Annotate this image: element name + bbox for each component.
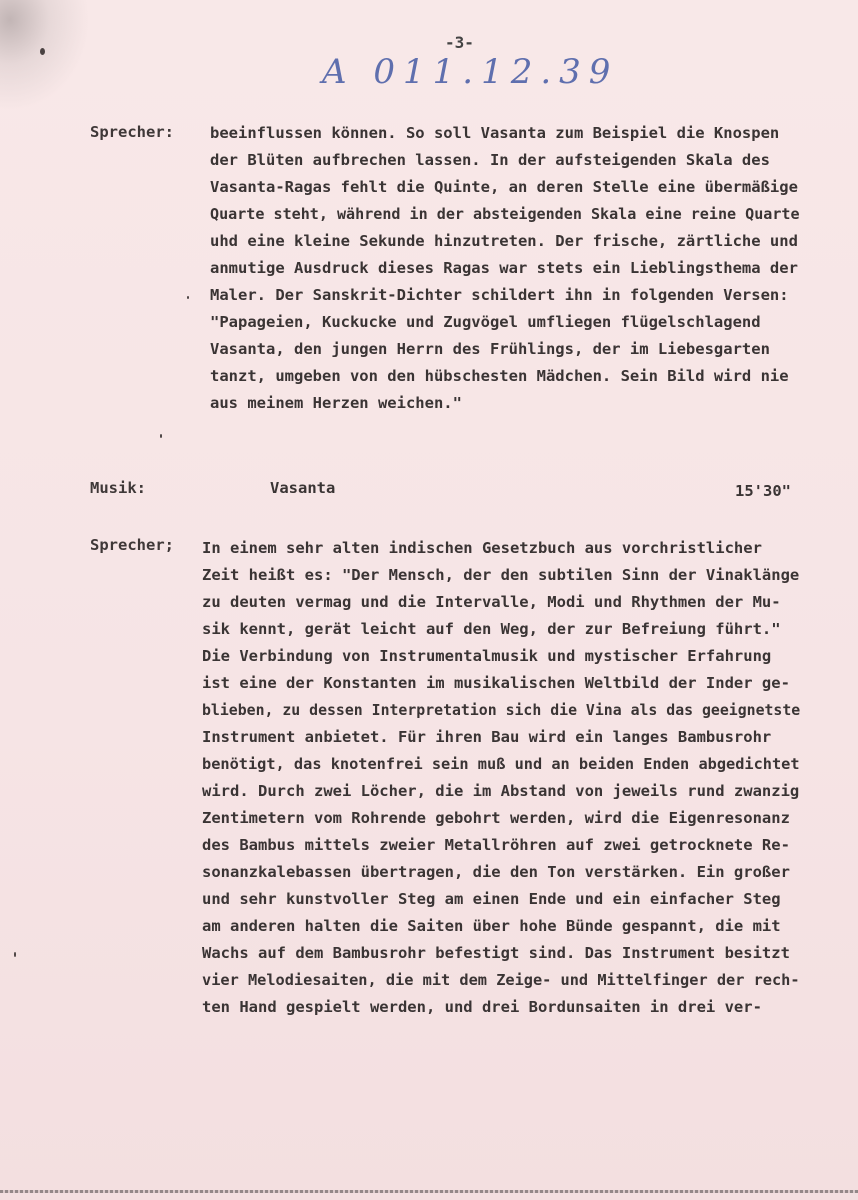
text-line: ten Hand gespielt werden, und drei Bordunsaiten in drei ver-	[202, 998, 762, 1016]
text-line: ist eine der Konstanten im musikalischen Weltbild der Inder ge-	[202, 674, 790, 692]
text-line: Die Verbindung von Instrumentalmusik und mystischer Erfahrung	[202, 647, 772, 665]
ink-speck	[187, 296, 189, 299]
text-line: Zentimetern vom Rohrende gebohrt werden, wird die Eigenresonanz	[202, 809, 790, 827]
text-line: aus meinem Herzen weichen."	[210, 394, 462, 412]
ink-speck	[160, 434, 162, 438]
text-line: tanzt, umgeben von den hübschesten Mädchen. Sein Bild wird nie	[210, 367, 789, 385]
ink-speck	[40, 48, 45, 55]
speaker-text	[210, 120, 817, 417]
speaker-label: Sprecher;	[90, 536, 174, 554]
ink-speck	[14, 952, 16, 957]
text-line: Wachs auf dem Bambusrohr befestigt sind. Das Instrument besitzt	[202, 944, 790, 962]
speaker-label: Sprecher:	[90, 123, 174, 141]
handwritten-annotation: A 011.12.39	[322, 52, 619, 92]
text-line: des Bambus mittels zweier Metallröhren auf zwei getrocknete Re-	[202, 836, 790, 854]
text-line: vier Melodiesaiten, die mit dem Zeige- und Mittelfinger der rech-	[202, 971, 800, 989]
text-line: Instrument anbietet. Für ihren Bau wird ein langes Bambusrohr	[202, 728, 772, 746]
text-line: beeinflussen können. So soll Vasanta zum Beispiel die Knospen	[210, 124, 780, 142]
music-piece-title: Vasanta	[270, 479, 336, 497]
text-line: und sehr kunstvoller Steg am einen Ende und ein einfacher Steg	[202, 890, 781, 908]
corner-smudge	[0, 0, 90, 110]
text-line: benötigt, das knotenfrei sein muß und an beiden Enden abgedichtet	[202, 755, 800, 773]
bottom-edge-rule	[0, 1190, 858, 1193]
text-line: sik kennt, gerät leicht auf den Weg, der zur Befreiung führt."	[202, 620, 781, 638]
text-line: Vasanta-Ragas fehlt die Quinte, an deren Stelle eine übermäßige	[210, 178, 798, 196]
text-line: "Papageien, Kuckucke und Zugvögel umfliegen flügelschlagend	[210, 313, 761, 331]
text-line: sonanzkalebassen übertragen, die den Ton verstärken. Ein großer	[202, 863, 790, 881]
page-number: -3-	[445, 33, 474, 52]
music-label: Musik:	[90, 479, 146, 497]
text-line: Quarte steht, während in der absteigenden Skala eine reine Quarte	[210, 205, 800, 223]
text-line: wird. Durch zwei Löcher, die im Abstand von jeweils rund zwanzig	[202, 782, 800, 800]
text-line: Zeit heißt es: "Der Mensch, der den subtilen Sinn der Vinaklänge	[202, 566, 800, 584]
text-line: am anderen halten die Saiten über hohe Bünde gespannt, die mit	[202, 917, 781, 935]
text-line: Vasanta, den jungen Herrn des Frühlings, der im Liebesgarten	[210, 340, 770, 358]
text-line: der Blüten aufbrechen lassen. In der aufsteigenden Skala des	[210, 151, 770, 169]
text-line: In einem sehr alten indischen Gesetzbuch aus vorchristlicher	[202, 539, 762, 557]
speaker-text	[202, 535, 827, 1021]
text-line: blieben, zu dessen Interpretation sich die Vina als das geeignetste	[202, 701, 801, 719]
music-duration: 15'30"	[735, 482, 791, 500]
text-line: uhd eine kleine Sekunde hinzutreten. Der frische, zärtliche und	[210, 232, 798, 250]
text-line: Maler. Der Sanskrit-Dichter schildert ihn in folgenden Versen:	[210, 286, 789, 304]
text-line: anmutige Ausdruck dieses Ragas war stets ein Lieblingsthema der	[210, 259, 798, 277]
text-line: zu deuten vermag und die Intervalle, Modi und Rhythmen der Mu-	[202, 593, 781, 611]
